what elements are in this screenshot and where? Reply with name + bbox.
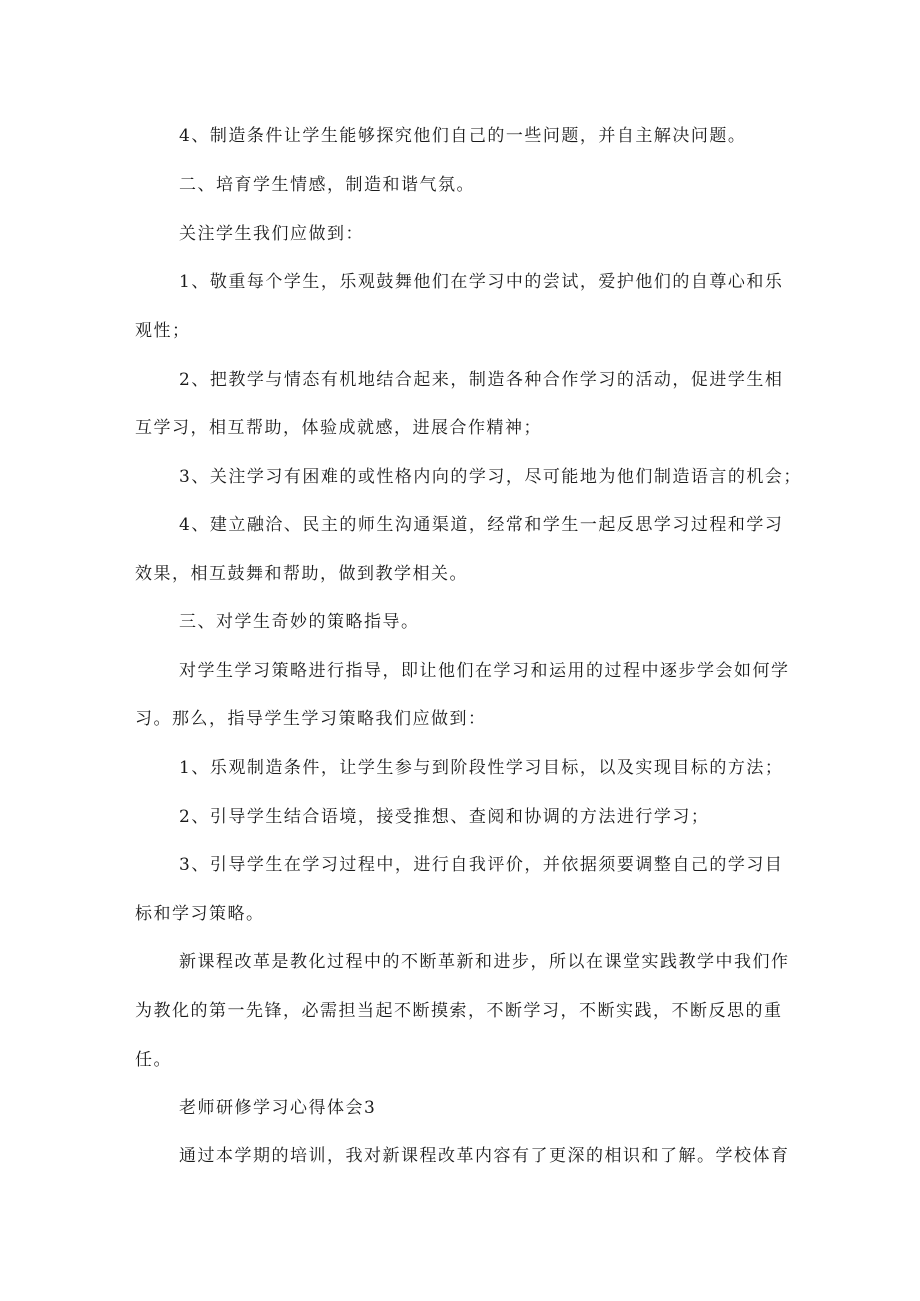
- text-line: 3、关注学习有困难的或性格内向的学习，尽可能地为他们制造语言的机会；: [179, 467, 802, 487]
- text-line: 4、建立融洽、民主的师生沟通渠道，经常和学生一起反思学习过程和学习: [179, 515, 784, 535]
- text-line: 互学习，相互帮助，体验成就感，进展合作精神；: [135, 418, 542, 438]
- text-line: 观性；: [135, 321, 191, 341]
- text-line: 1、敬重每个学生，乐观鼓舞他们在学习中的尝试，爱护他们的自尊心和乐: [179, 272, 784, 292]
- text-line: 效果，相互鼓舞和帮助，做到教学相关。: [135, 564, 468, 584]
- text-line: 标和学习策略。: [135, 904, 265, 924]
- section-heading: 二、培育学生情感，制造和谐气氛。: [179, 175, 475, 195]
- text-line: 新课程改革是教化过程中的不断革新和进步，所以在课堂实践教学中我们作: [179, 952, 790, 972]
- text-line: 1、乐观制造条件，让学生参与到阶段性学习目标，以及实现目标的方法；: [179, 758, 784, 778]
- text-line: 对学生学习策略进行指导，即让他们在学习和运用的过程中逐步学会如何学: [179, 661, 790, 681]
- text-line: 2、引导学生结合语境，接受推想、查阅和协调的方法进行学习；: [179, 807, 710, 827]
- text-line: 关注学生我们应做到：: [179, 224, 364, 244]
- text-line: 通过本学期的培训，我对新课程改革内容有了更深的相识和了解。学校体育: [179, 1146, 790, 1166]
- section-heading: 老师研修学习心得体会3: [179, 1098, 377, 1118]
- text-line: 习。那么，指导学生学习策略我们应做到：: [135, 709, 487, 729]
- text-line: 2、把教学与情态有机地结合起来，制造各种合作学习的活动，促进学生相: [179, 370, 784, 390]
- text-line: 任。: [135, 1050, 172, 1070]
- section-heading: 三、对学生奇妙的策略指导。: [179, 612, 420, 632]
- text-line: 为教化的第一先锋，必需担当起不断摸索，不断学习，不断实践，不断反思的重: [135, 1001, 783, 1021]
- text-line: 4、制造条件让学生能够探究他们自己的一些问题，并自主解决问题。: [179, 126, 747, 146]
- text-line: 3、引导学生在学习过程中，进行自我评价，并依据须要调整自己的学习目: [179, 855, 784, 875]
